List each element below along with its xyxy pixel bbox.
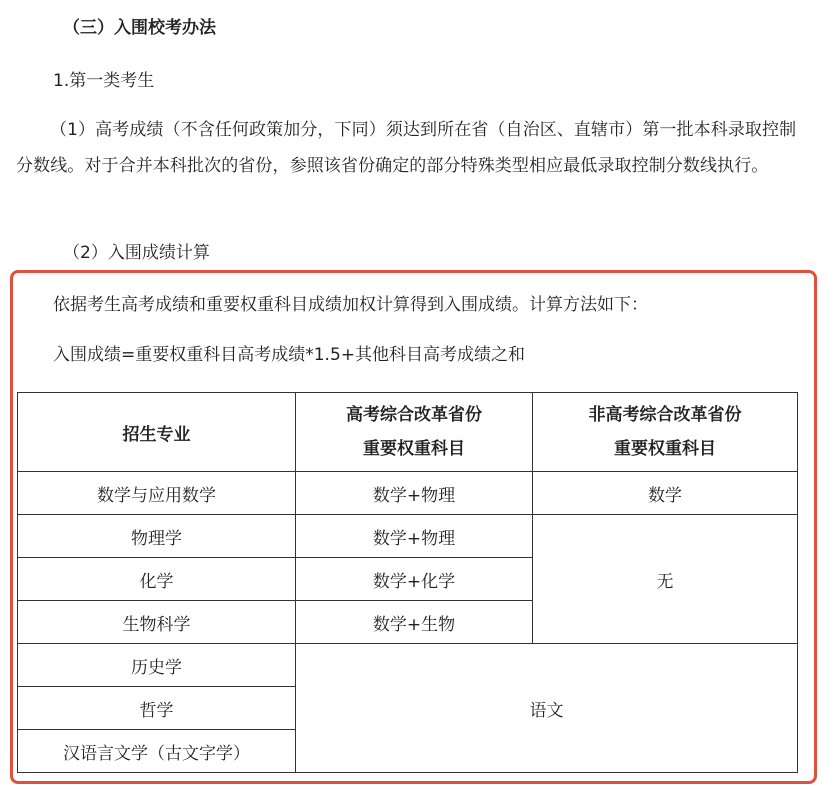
table-row [18, 515, 798, 558]
header-major: 招生专业 [18, 393, 296, 472]
cell-major: 化学 [18, 558, 296, 601]
header-reform-line1: 高考综合改革省份 [346, 405, 482, 425]
cell-nonreform: 数学 [533, 472, 798, 515]
box-intro: 依据考生高考成绩和重要权重科目成绩加权计算得到入围成绩。计算方法如下： [53, 295, 648, 315]
table-row [18, 644, 798, 687]
cell-reform: 数学+物理 [296, 515, 533, 558]
cell-reform: 数学+化学 [296, 558, 533, 601]
cell-major: 哲学 [18, 687, 296, 730]
cell-reform: 数学+物理 [296, 472, 533, 515]
header-nonreform [533, 393, 798, 472]
paragraph-1: （1）高考成绩（不含任何政策加分，下同）须达到所在省（自治区、直辖市）第一批本科录取控制分数线。对于合并本科批次的省份，参照该省份确定的部分特殊类型相应最低录取控制分数线执行。 [16, 120, 797, 176]
table-row [18, 472, 798, 515]
header-nonreform-line2: 重要权重科目 [614, 439, 716, 459]
header-nonreform-line1: 非高考综合改革省份 [588, 405, 742, 425]
cell-humanities-merged: 语文 [296, 644, 798, 773]
cell-major: 生物科学 [18, 601, 296, 644]
cell-major: 物理学 [18, 515, 296, 558]
section-heading: （三）入围校考办法 [63, 18, 216, 38]
table-header-row [18, 393, 798, 472]
weighting-table [17, 392, 798, 773]
cell-major: 数学与应用数学 [18, 472, 296, 515]
cell-reform: 数学+生物 [296, 601, 533, 644]
subheading: 1.第一类考生 [53, 71, 155, 91]
paragraph-2: （2）入围成绩计算 [63, 243, 210, 263]
cell-nonreform-merged: 无 [533, 515, 798, 644]
header-reform [296, 393, 533, 472]
header-reform-line2: 重要权重科目 [363, 439, 465, 459]
cell-major: 历史学 [18, 644, 296, 687]
cell-major: 汉语言文学（古文字学） [18, 730, 296, 773]
box-formula: 入围成绩=重要权重科目高考成绩*1.5+其他科目高考成绩之和 [53, 345, 526, 365]
